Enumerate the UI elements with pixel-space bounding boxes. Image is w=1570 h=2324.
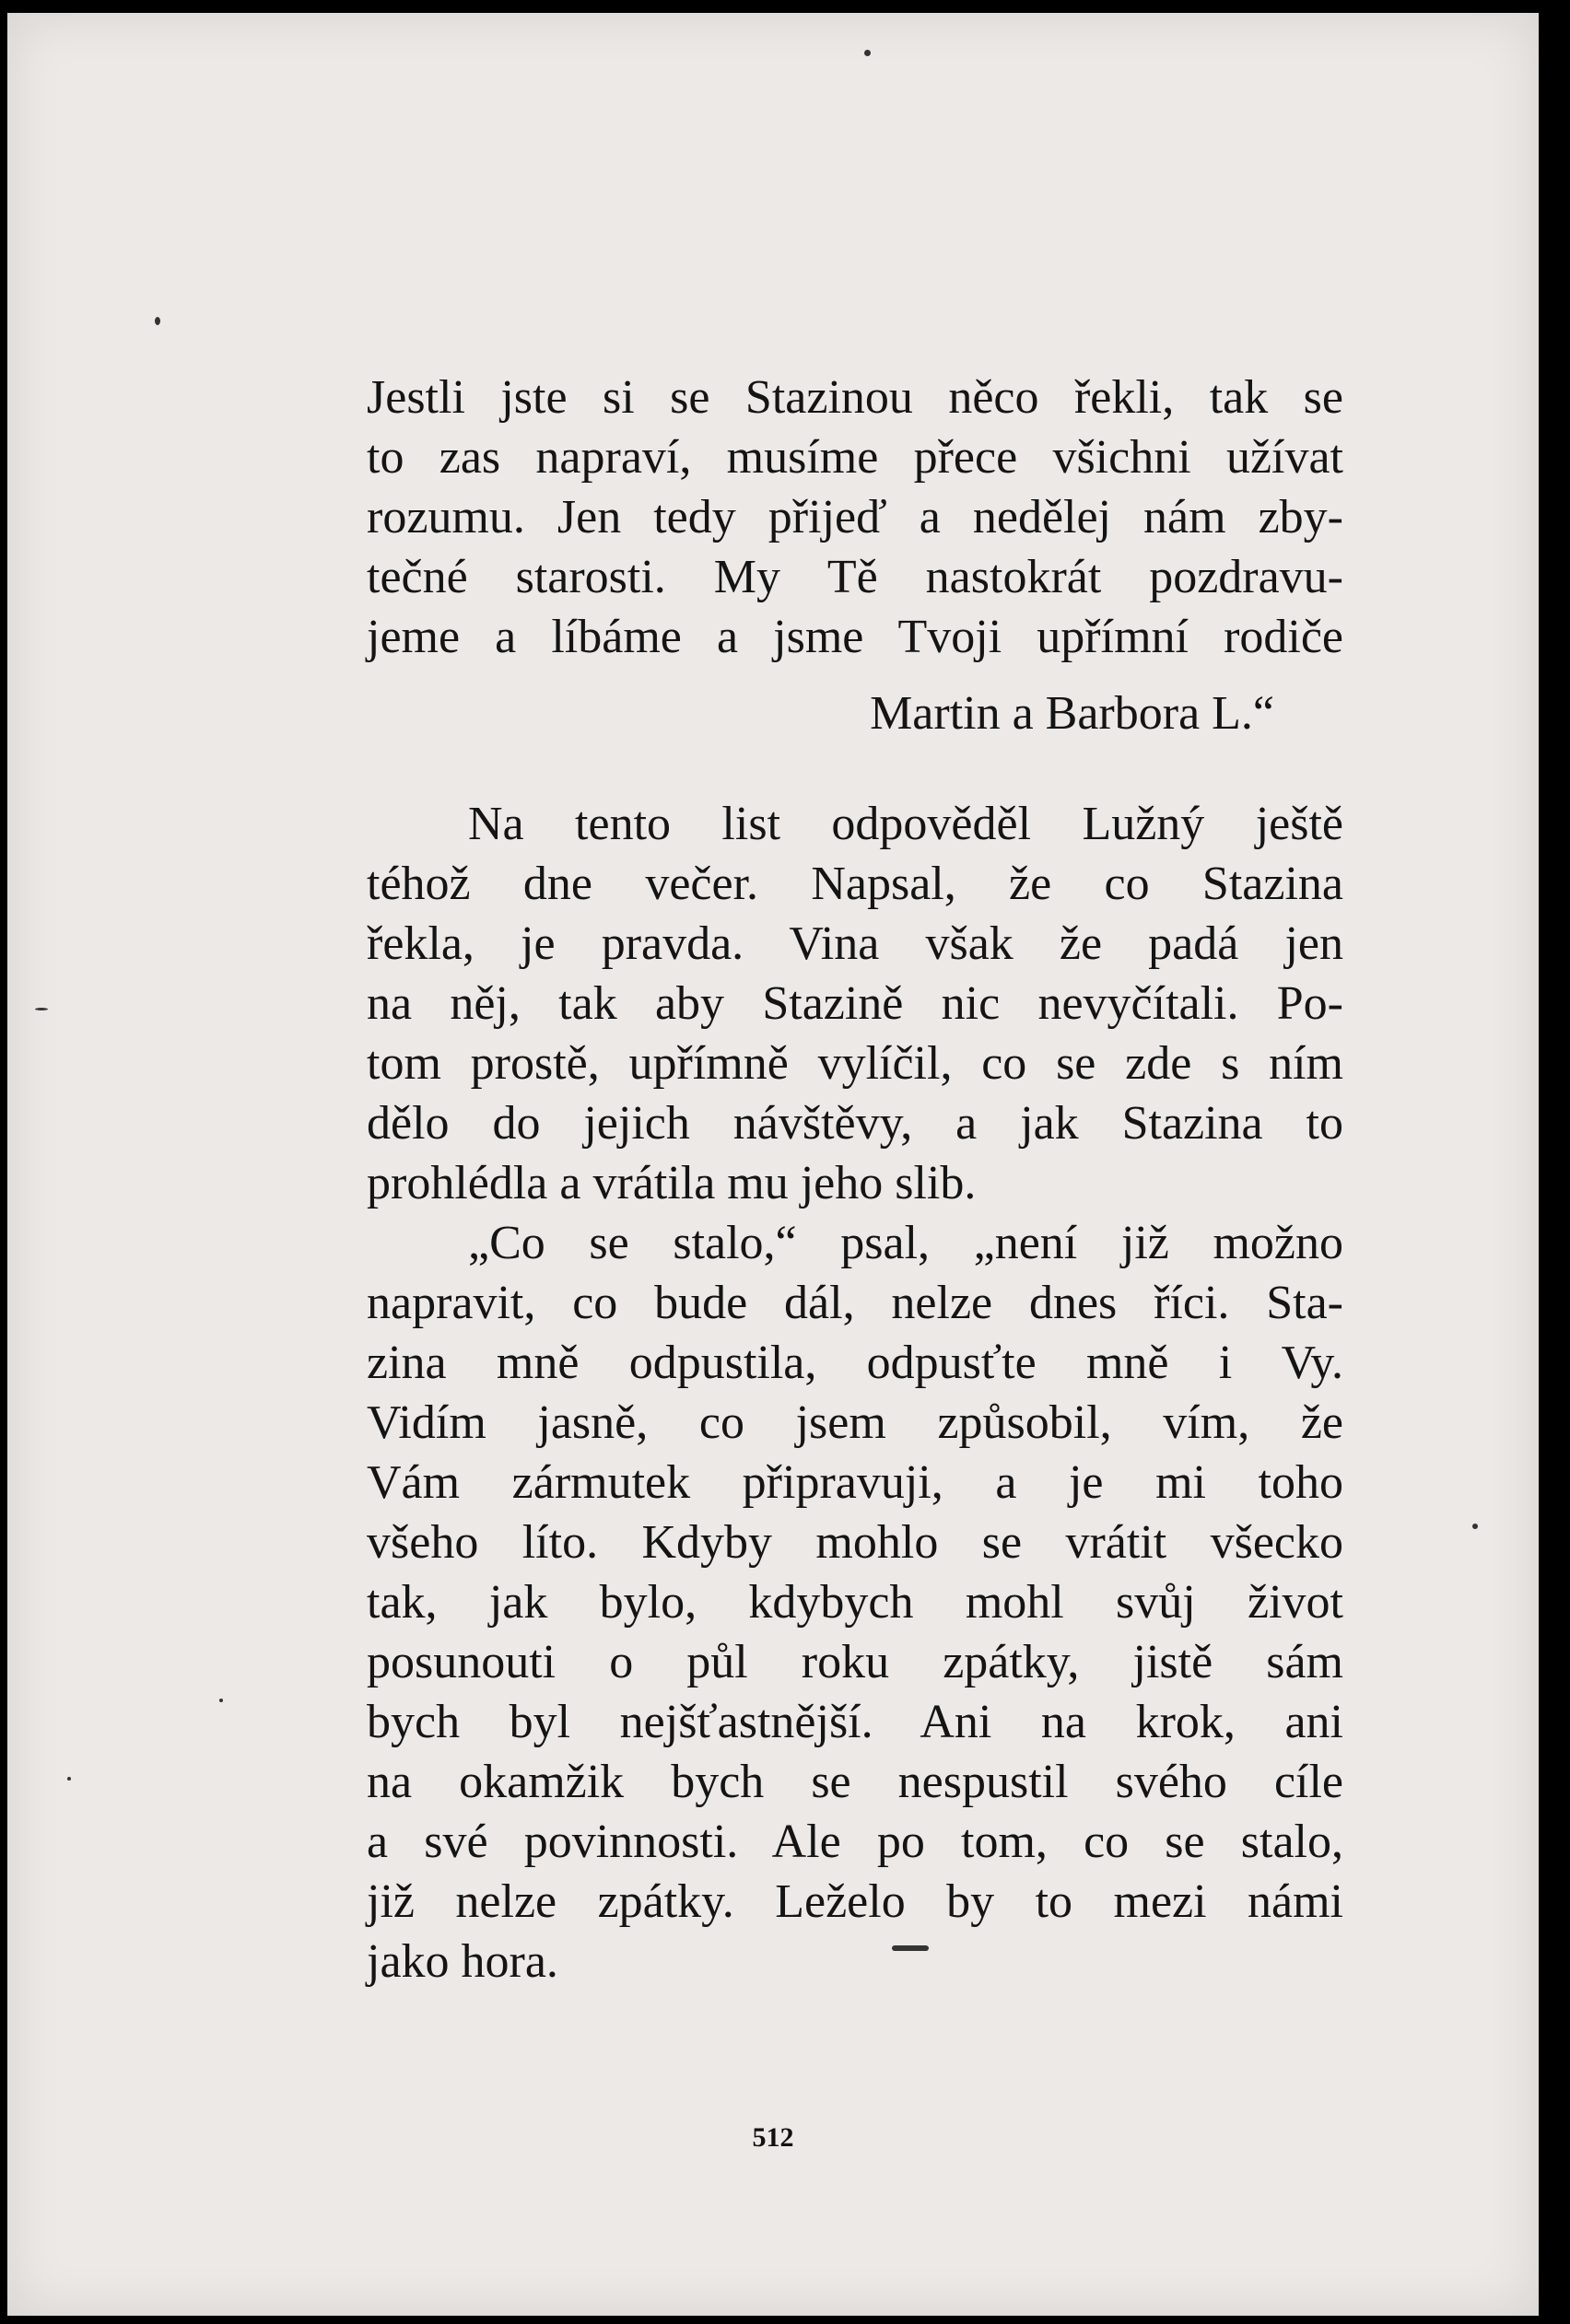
text-line: zina mně odpustila, odpusťte mně i Vy. [367, 1337, 1343, 1389]
scan-speck [1472, 1524, 1478, 1529]
text-line: prohlédla a vrátila mu jeho slib. [367, 1157, 977, 1209]
text-line: již nelze zpátky. Leželo by to mezi námi [367, 1875, 1343, 1928]
text-line: a své povinnosti. Ale po tom, co se stalo, [367, 1816, 1343, 1868]
text-line: jako hora. [367, 1935, 558, 1988]
letter-end [367, 368, 1343, 743]
scan-speck [892, 1945, 929, 1951]
scan-speck [67, 1777, 71, 1781]
scan-speck [35, 1008, 48, 1010]
text-line: Vidím jasně, co jsem způsobil, vím, že [367, 1396, 1343, 1449]
scan-speck [864, 50, 871, 56]
page-number: 512 [752, 2122, 794, 2153]
text-line: napravit, co bude dál, nelze dnes říci. Sta- [367, 1277, 1343, 1329]
text-line: rozumu. Jen tedy přijeď a nedělej nám zby- [367, 491, 1343, 543]
paragraph-reply [367, 794, 1343, 1213]
text-line: všeho líto. Kdyby mohlo se vrátit všecko [367, 1516, 1343, 1569]
text-line: téhož dne večer. Napsal, že co Stazina [367, 858, 1343, 910]
text-line: Vám zármutek připravuji, a je mi toho [367, 1456, 1343, 1509]
text-line: tom prostě, upřímně vylíčil, co se zde s ním [367, 1037, 1343, 1090]
paragraph-quote [367, 1213, 1343, 1991]
text-line: bych byl nejšťastnější. Ani na krok, ani [367, 1696, 1343, 1748]
text-line: „Co se stalo,“ psal, „není již možno [468, 1217, 1343, 1269]
text-line: dělo do jejich návštěvy, a jak Stazina to [367, 1097, 1343, 1150]
scan-speck [155, 317, 160, 325]
text-line: tečné starosti. My Tě nastokrát pozdravu- [367, 551, 1343, 603]
scan-speck [219, 1699, 223, 1702]
text-line: řekla, je pravda. Vina však že padá jen [367, 917, 1343, 970]
book-page [7, 13, 1539, 2316]
text-line: na okamžik bych se nespustil svého cíle [367, 1756, 1343, 1808]
text-line: na něj, tak aby Stazině nic nevyčítali. Po- [367, 977, 1343, 1030]
text-line: Jestli jste si se Stazinou něco řekli, tak se [367, 371, 1343, 424]
text-line: jeme a líbáme a jsme Tvoji upřímní rodiče [367, 611, 1343, 663]
text-line: posunouti o půl roku zpátky, jistě sám [367, 1636, 1343, 1688]
letter-signature: Martin a Barbora L.“ [870, 687, 1274, 740]
text-line: to zas napraví, musíme přece všichni užívat [367, 431, 1343, 484]
text-line: tak, jak bylo, kdybych mohl svůj život [367, 1576, 1343, 1629]
text-line: Na tento list odpověděl Lužný ještě [468, 798, 1343, 850]
body-text [367, 368, 1343, 1991]
